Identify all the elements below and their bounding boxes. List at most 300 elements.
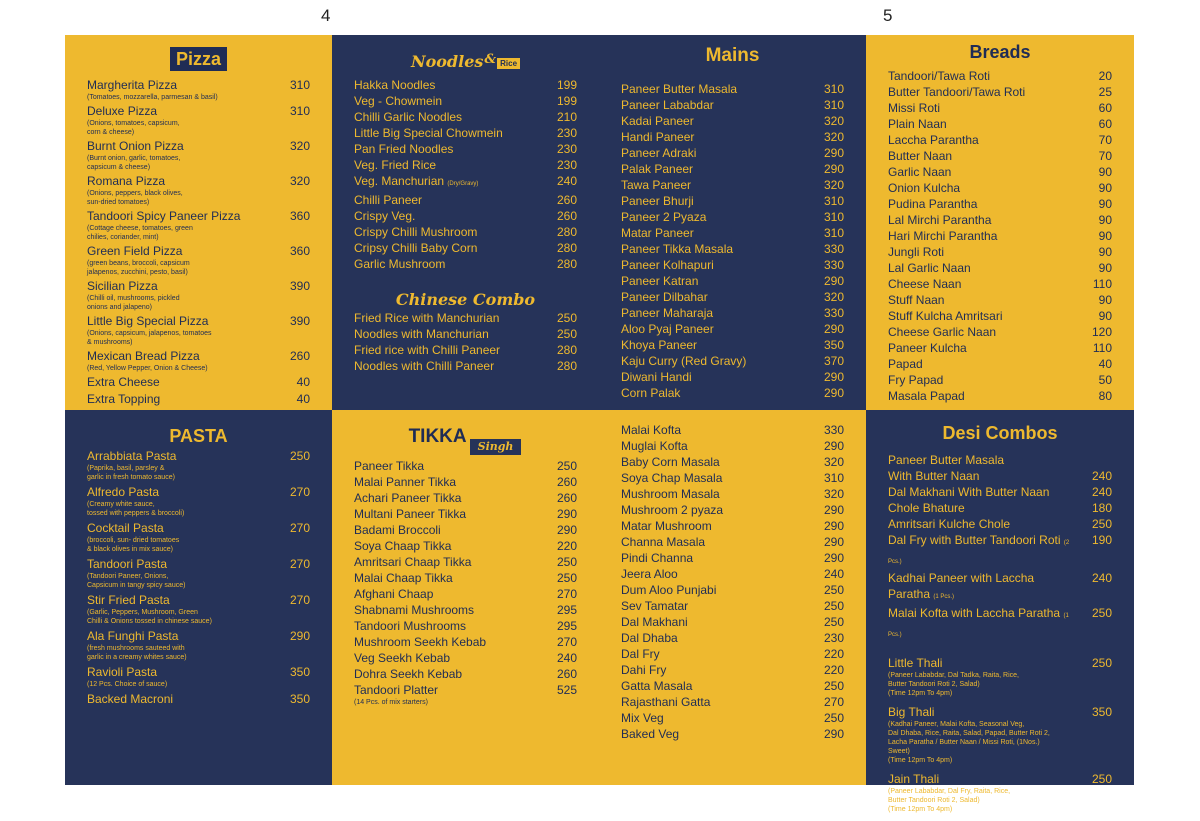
item-name-text: Hakka Noodles — [354, 78, 436, 92]
item-name — [87, 556, 274, 572]
item-name — [621, 289, 808, 305]
item-description-line: corn & cheese) — [87, 129, 135, 136]
item-price: 250 — [556, 555, 577, 569]
menu-item — [354, 522, 577, 538]
item-description-line: jalapenos, zucchini, pesto, basil) — [87, 269, 188, 276]
menu-item-row — [87, 520, 310, 536]
item-description-line: Dal Dhaba, Rice, Raita, Salad, Papad, Butter Roti 2, — [888, 730, 1050, 737]
item-price: 40 — [296, 392, 310, 406]
item-name-text: Little Big Special Pizza — [87, 314, 209, 328]
menu-item-row — [621, 161, 844, 177]
item-name — [354, 634, 541, 650]
item-description-line: (Chilli oil, mushrooms, pickled — [87, 295, 180, 302]
item-name-text: Multani Paneer Tikka — [354, 507, 467, 521]
pasta-title: PASTA — [169, 426, 228, 446]
menu-item-row — [621, 422, 844, 438]
item-name — [354, 474, 541, 490]
item-price: 290 — [823, 503, 844, 517]
item-name-text: Matar Paneer — [621, 226, 694, 240]
item-name-text: Dal Fry — [621, 647, 660, 661]
item-name — [87, 278, 274, 294]
item-name — [621, 321, 808, 337]
item-name — [888, 116, 1076, 132]
item-name — [87, 243, 274, 259]
item-name — [621, 534, 808, 550]
breads-list — [866, 68, 1134, 404]
pizza-panel — [65, 35, 332, 410]
singh-badge: Singh — [469, 438, 523, 456]
menu-item — [888, 388, 1112, 404]
menu-item — [354, 358, 577, 374]
item-price: 60 — [1098, 117, 1112, 131]
item-price: 230 — [556, 142, 577, 156]
menu-item-row — [621, 209, 844, 225]
item-price: 250 — [823, 599, 844, 613]
item-name-text: Ravioli Pasta — [87, 665, 158, 679]
item-price: 290 — [556, 507, 577, 521]
item-description-line: Sweet) — [888, 748, 910, 755]
item-price: 250 — [823, 615, 844, 629]
item-price: 90 — [1098, 213, 1112, 227]
mains-title: Mains — [705, 45, 760, 66]
item-price: 290 — [823, 146, 844, 160]
menu-item-row — [621, 145, 844, 161]
menu-item — [621, 241, 844, 257]
item-name — [621, 550, 808, 566]
item-name-text: Diwani Handi — [621, 370, 692, 384]
item-name — [354, 570, 541, 586]
pizza-list — [65, 77, 332, 407]
menu-item — [888, 372, 1112, 388]
item-price: 240 — [1091, 571, 1112, 585]
item-price: 90 — [1098, 245, 1112, 259]
item-price: 240 — [1091, 485, 1112, 499]
menu-item-row — [888, 356, 1112, 372]
item-price: 250 — [823, 679, 844, 693]
item-name-text: Deluxe Pizza — [87, 104, 158, 118]
item-name — [354, 522, 541, 538]
menu-item — [621, 129, 844, 145]
item-name-text: Khoya Paneer — [621, 338, 698, 352]
menu-item-row — [87, 138, 310, 154]
item-price: 290 — [556, 523, 577, 537]
item-description-line: (Burnt onion, garlic, tomatoes, — [87, 155, 181, 162]
menu-item-row — [888, 196, 1112, 212]
menu-item — [888, 228, 1112, 244]
menu-item-row — [621, 566, 844, 582]
chinese-combo-title: Chinese Combo — [395, 290, 536, 309]
item-price: 25 — [1098, 85, 1112, 99]
item-price: 290 — [823, 519, 844, 533]
menu-item — [621, 518, 844, 534]
item-price: 250 — [1091, 772, 1112, 786]
item-name-text: Jeera Aloo — [621, 567, 678, 581]
item-name — [87, 391, 274, 407]
item-name — [621, 161, 808, 177]
item-name — [888, 771, 1076, 787]
menu-item-row — [621, 646, 844, 662]
item-description — [87, 644, 310, 662]
menu-item-row — [888, 484, 1112, 500]
item-price: 280 — [556, 343, 577, 357]
item-price: 40 — [1098, 357, 1112, 371]
item-name-text: Big Thali — [888, 705, 935, 719]
desi-combos-title: Desi Combos — [942, 423, 1058, 443]
item-name-text: Burnt Onion Pizza — [87, 139, 184, 153]
item-name-text: Mushroom Seekh Kebab — [354, 635, 487, 649]
item-price: 280 — [556, 241, 577, 255]
item-price: 250 — [823, 583, 844, 597]
item-price: 350 — [289, 665, 310, 679]
item-name — [621, 97, 808, 113]
item-price: 330 — [823, 306, 844, 320]
menu-item — [888, 340, 1112, 356]
item-name — [354, 326, 541, 342]
item-name-text: Stir Fried Pasta — [87, 593, 170, 607]
menu-item-row — [87, 243, 310, 259]
item-description-line: Lacha Paratha / Butter Naan / Missi Roti, (1Nos.) — [888, 739, 1040, 746]
item-name — [354, 554, 541, 570]
menu-item-row — [87, 374, 310, 390]
menu-item-row — [888, 244, 1112, 260]
item-name — [354, 682, 541, 698]
item-name-text: Baby Corn Masala — [621, 455, 720, 469]
item-name — [621, 470, 808, 486]
pasta-list — [65, 448, 332, 707]
item-description — [87, 364, 310, 373]
menu-item — [354, 458, 577, 474]
item-name-text: Dohra Seekh Kebab — [354, 667, 463, 681]
menu-item — [621, 81, 844, 97]
menu-item-row — [87, 556, 310, 572]
item-name-text: Dahi Fry — [621, 663, 667, 677]
menu-item — [621, 385, 844, 401]
item-price: 90 — [1098, 181, 1112, 195]
item-name — [354, 358, 541, 374]
item-name — [621, 454, 808, 470]
item-name — [621, 225, 808, 241]
menu-item — [888, 324, 1112, 340]
menu-item-row — [87, 313, 310, 329]
menu-item-row — [621, 470, 844, 486]
item-name-text: Malai Panner Tikka — [354, 475, 457, 489]
menu-item-row — [621, 486, 844, 502]
item-description-line: (fresh mushrooms sauteed with — [87, 645, 185, 652]
item-price: 310 — [823, 226, 844, 240]
item-price: 360 — [289, 209, 310, 223]
item-name — [354, 192, 541, 208]
menu-item — [621, 97, 844, 113]
menu-item — [888, 292, 1112, 308]
menu-item — [888, 468, 1112, 484]
menu-item — [621, 353, 844, 369]
item-price: 270 — [556, 635, 577, 649]
item-name — [354, 141, 541, 157]
item-name-text: Alfredo Pasta — [87, 485, 160, 499]
item-description — [87, 93, 310, 102]
item-name — [354, 93, 541, 109]
item-name-text: Veg Seekh Kebab — [354, 651, 451, 665]
item-price: 320 — [823, 178, 844, 192]
menu-item — [87, 628, 310, 662]
item-name-text: Paneer Tikka — [354, 459, 425, 473]
item-name-text: Sicilian Pizza — [87, 279, 158, 293]
menu-item-row — [87, 628, 310, 644]
menu-item-row — [888, 468, 1112, 484]
item-name-text: Malai Chaap Tikka — [354, 571, 453, 585]
menu-item-row — [888, 148, 1112, 164]
tikka-list — [332, 458, 599, 707]
item-name — [621, 614, 808, 630]
menu-item-row — [621, 305, 844, 321]
item-name-text: Gatta Masala — [621, 679, 693, 693]
item-price: 295 — [556, 619, 577, 633]
menu-item-row — [888, 570, 1112, 605]
item-price: 190 — [1091, 533, 1112, 547]
menu-item-row — [621, 518, 844, 534]
item-name-text: Margherita Pizza — [87, 78, 178, 92]
item-name-text: Pindi Channa — [621, 551, 694, 565]
item-description — [87, 224, 310, 242]
item-price: 320 — [823, 290, 844, 304]
item-name — [621, 193, 808, 209]
item-name-text: Lal Garlic Naan — [888, 261, 971, 275]
item-description — [87, 259, 310, 277]
item-description-line: garlic in a creamy whites sauce) — [87, 654, 187, 661]
item-name-text: Extra Cheese — [87, 375, 160, 389]
menu-item — [87, 664, 310, 689]
menu-item — [621, 726, 844, 742]
menu-item — [354, 570, 577, 586]
menu-item-row — [87, 391, 310, 407]
item-name — [621, 305, 808, 321]
menu-item — [354, 109, 577, 125]
item-price: 310 — [289, 78, 310, 92]
item-name — [621, 257, 808, 273]
item-name — [888, 180, 1076, 196]
menu-item — [87, 77, 310, 102]
item-price: 270 — [289, 593, 310, 607]
mains-list — [599, 81, 866, 401]
menu-item-row — [621, 97, 844, 113]
menu-item — [354, 682, 577, 707]
item-description — [87, 119, 310, 137]
menu-item-row — [621, 710, 844, 726]
item-portion-tag: (2 Pcs.) — [888, 540, 1070, 565]
item-name-text: Dal Dhaba — [621, 631, 678, 645]
item-name — [621, 209, 808, 225]
menu-item-row — [621, 81, 844, 97]
menu-item-row — [354, 256, 577, 272]
item-name-text: Paneer Tikka Masala — [621, 242, 734, 256]
item-price: 240 — [556, 651, 577, 665]
menu-item — [621, 470, 844, 486]
menu-item — [888, 132, 1112, 148]
item-name — [354, 490, 541, 506]
item-description-line: (Time 12pm To 4pm) — [888, 806, 953, 813]
item-name-text: Onion Kulcha — [888, 181, 961, 195]
item-name-text: Missi Roti — [888, 101, 941, 115]
menu-item-row — [354, 458, 577, 474]
menu-item — [621, 710, 844, 726]
menu-item — [87, 448, 310, 482]
menu-item-row — [621, 273, 844, 289]
item-name — [888, 500, 1076, 516]
menu-item-row — [888, 116, 1112, 132]
item-description — [354, 698, 577, 707]
menu-item-row — [621, 454, 844, 470]
item-name-text: Noodles with Manchurian — [354, 327, 489, 341]
menu-item-row — [354, 650, 577, 666]
item-name — [87, 664, 274, 680]
item-name — [888, 570, 1076, 605]
item-price: 290 — [823, 727, 844, 741]
menu-item-row — [621, 694, 844, 710]
item-name — [621, 385, 808, 401]
item-name-text: Chilli Paneer — [354, 193, 423, 207]
menu-item — [888, 212, 1112, 228]
menu-item-row — [621, 129, 844, 145]
breads-title: Breads — [969, 42, 1031, 62]
item-price: 240 — [1091, 469, 1112, 483]
menu-item — [888, 500, 1112, 516]
menu-item-row — [888, 452, 1112, 468]
item-name — [888, 340, 1076, 356]
item-price: 210 — [556, 110, 577, 124]
item-price: 220 — [823, 663, 844, 677]
menu-item-row — [888, 500, 1112, 516]
item-name-text: Amritsari Chaap Tikka — [354, 555, 472, 569]
item-name-text: Muglai Kofta — [621, 439, 688, 453]
item-price: 60 — [1098, 101, 1112, 115]
menu-item — [354, 208, 577, 224]
breads-panel — [866, 35, 1134, 410]
menu-item — [621, 193, 844, 209]
menu-item-row — [621, 385, 844, 401]
item-name-text: Papad — [888, 357, 923, 371]
item-description-line: (Tandoori Paneer, Onions, — [87, 573, 169, 580]
item-price: 390 — [289, 279, 310, 293]
item-name-text: Fried Rice with Manchurian — [354, 311, 500, 325]
item-price: 320 — [289, 139, 310, 153]
item-name — [888, 244, 1076, 260]
item-name-text: Paneer Maharaja — [621, 306, 714, 320]
menu-item-row — [354, 634, 577, 650]
item-price: 250 — [556, 459, 577, 473]
item-name-text: Veg - Chowmein — [354, 94, 443, 108]
item-name-text: Extra Topping — [87, 392, 161, 406]
item-name-text: Tandoori Spicy Paneer Pizza — [87, 209, 241, 223]
menu-item — [621, 369, 844, 385]
item-name — [621, 241, 808, 257]
menu-item — [621, 550, 844, 566]
menu-item-row — [621, 662, 844, 678]
desi-combos-panel — [866, 410, 1134, 813]
item-price: 310 — [823, 194, 844, 208]
menu-item-row — [888, 308, 1112, 324]
item-name-text: Paneer Kolhapuri — [621, 258, 714, 272]
menu-item — [621, 145, 844, 161]
menu-item-row — [87, 173, 310, 189]
item-price: 290 — [289, 629, 310, 643]
item-name — [621, 678, 808, 694]
item-description-line: (Time 12pm To 4pm) — [888, 690, 953, 697]
item-price: 250 — [1091, 656, 1112, 670]
menu-item — [888, 260, 1112, 276]
menu-item-row — [354, 522, 577, 538]
item-price: 250 — [556, 571, 577, 585]
menu-item — [621, 273, 844, 289]
menu-item-row — [621, 353, 844, 369]
item-price: 260 — [556, 193, 577, 207]
menu-item-row — [888, 655, 1112, 671]
menu-item — [354, 326, 577, 342]
menu-item — [888, 452, 1112, 468]
item-name-text: Channa Masala — [621, 535, 706, 549]
item-name-text: Chole Bhature — [888, 501, 965, 515]
pizza-title: Pizza — [170, 47, 227, 71]
item-price: 390 — [289, 314, 310, 328]
item-name — [888, 228, 1076, 244]
menu-item-row — [888, 100, 1112, 116]
item-name — [888, 484, 1076, 500]
item-description — [87, 572, 310, 590]
menu-item — [621, 582, 844, 598]
item-name-text: Paneer Butter Masala — [888, 453, 1005, 467]
item-name — [354, 157, 541, 173]
menu-item-row — [87, 77, 310, 93]
page-number-left: 4 — [321, 6, 331, 25]
item-description-line: (14 Pcs. of mix starters) — [354, 699, 428, 706]
noodles-title — [332, 45, 599, 71]
item-name — [87, 628, 274, 644]
item-name-text: Paneer Adraki — [621, 146, 697, 160]
menu-item-row — [621, 582, 844, 598]
item-name — [621, 273, 808, 289]
menu-item — [621, 113, 844, 129]
menu-item-row — [888, 340, 1112, 356]
menu-item-row — [354, 570, 577, 586]
menu-item — [621, 289, 844, 305]
menu-item — [888, 84, 1112, 100]
item-price: 320 — [823, 114, 844, 128]
item-price: 250 — [1091, 606, 1112, 620]
item-name — [621, 646, 808, 662]
item-name-text: Soya Chaap Tikka — [354, 539, 452, 553]
menu-item — [621, 438, 844, 454]
menu-item-row — [888, 132, 1112, 148]
item-name-text: Malai Kofta — [621, 423, 682, 437]
item-price: 350 — [823, 338, 844, 352]
item-name — [621, 598, 808, 614]
menu-item-row — [87, 448, 310, 464]
item-name — [888, 655, 1076, 671]
item-description-line: (Onions, capsicum, jalapenos, tomatoes — [87, 330, 212, 337]
item-description — [87, 329, 310, 347]
item-price: 525 — [556, 683, 577, 697]
item-name — [621, 177, 808, 193]
menu-item-row — [888, 180, 1112, 196]
menu-item-row — [621, 598, 844, 614]
item-name-text: Stuff Naan — [888, 293, 945, 307]
item-name-text: Veg. Fried Rice — [354, 158, 437, 172]
item-name-text: Little Thali — [888, 656, 943, 670]
item-name-text: Handi Paneer — [621, 130, 695, 144]
menu-item-row — [621, 337, 844, 353]
item-name — [354, 109, 541, 125]
item-name — [87, 138, 274, 154]
item-name-text: Malai Kofta with Laccha Paratha — [888, 606, 1061, 620]
